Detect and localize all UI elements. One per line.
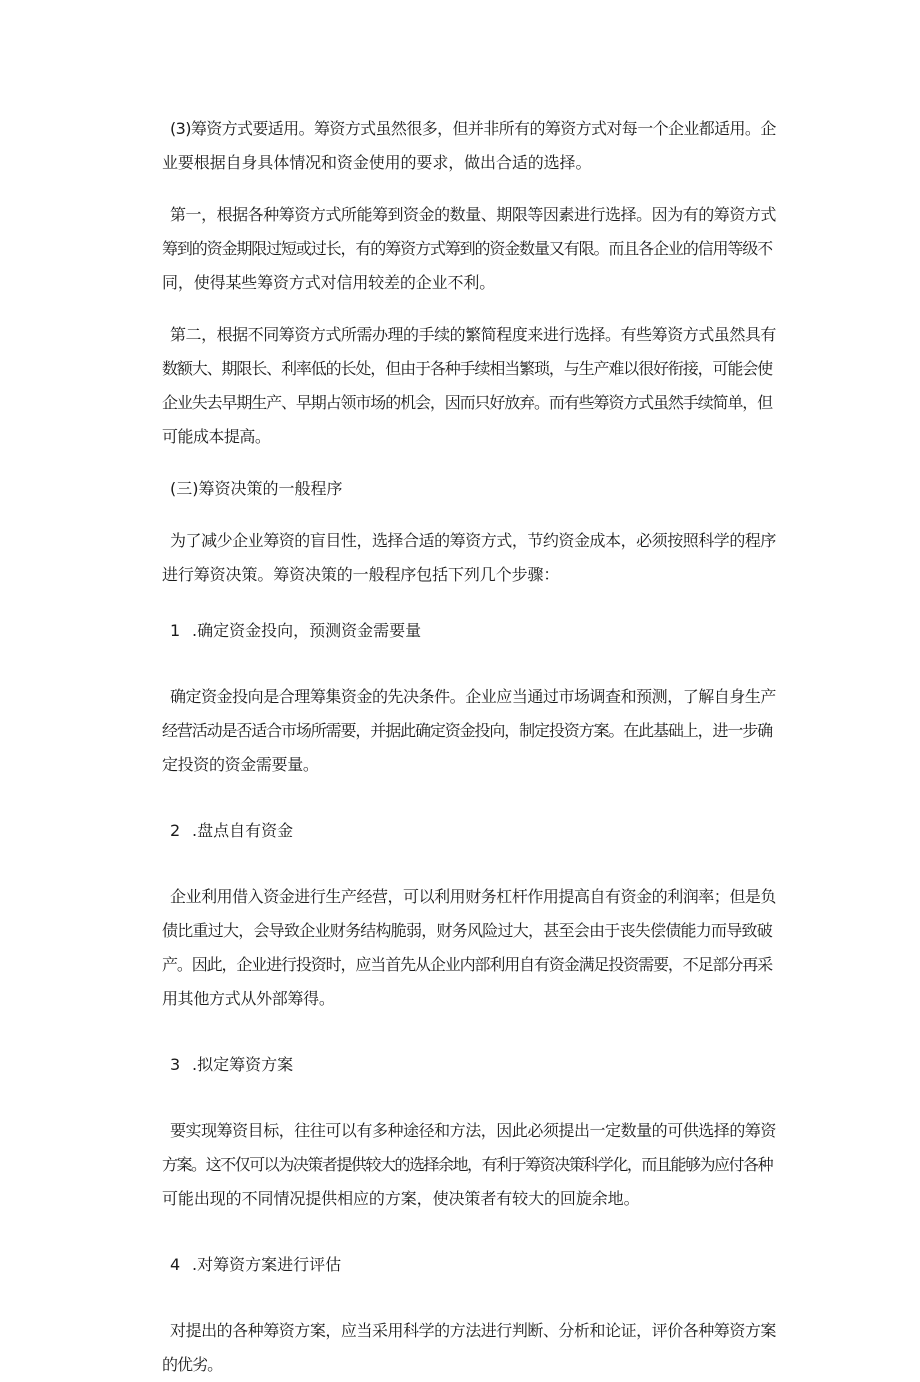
step-body [162, 1314, 778, 1382]
step-number: 2 [170, 821, 181, 840]
text-line: (3)筹资方式要适用。筹资方式虽然很多，但并非所有的筹资方式对每一个企业都适用。企 [170, 119, 776, 138]
text-line: 筹到的资金期限过短或过长，有的筹资方式筹到的资金数量又有限。而且各企业的信用等级不 [162, 239, 773, 258]
text-line: 同，使得某些筹资方式对信用较差的企业不利。 [162, 273, 496, 292]
step-number: 3 [170, 1055, 181, 1074]
step-number: 4 [170, 1255, 181, 1274]
text-line: 可能成本提高。 [162, 427, 271, 446]
text-line: 债比重过大，会导致企业财务结构脆弱，财务风险过大，甚至会由于丧失偿债能力而导致破 [162, 921, 773, 940]
step-title: .确定资金投向，预测资金需要量 [192, 621, 422, 640]
text-line: 企业利用借入资金进行生产经营，可以利用财务杠杆作用提高自有资金的利润率；但是负 [170, 887, 776, 906]
text-line: 第二，根据不同筹资方式所需办理的手续的繁简程度来进行选择。有些筹资方式虽然具有 [170, 325, 776, 344]
text-line: 用其他方式从外部筹得。 [162, 989, 335, 1008]
text-line: 确定资金投向是合理筹集资金的先决条件。企业应当通过市场调查和预测，了解自身生产 [170, 687, 776, 706]
step-title: .盘点自有资金 [192, 821, 294, 840]
document-body [162, 112, 778, 1382]
step-heading [166, 814, 778, 848]
step-body [162, 680, 778, 782]
text-line: 数额大、期限长、利率低的长处，但由于各种手续相当繁琐，与生产难以很好衔接，可能会使 [162, 359, 773, 378]
text-line: 进行筹资决策。筹资决策的一般程序包括下列几个步骤： [162, 565, 560, 584]
step-title: .拟定筹资方案 [192, 1055, 294, 1074]
step-title: .对筹资方案进行评估 [192, 1255, 342, 1274]
text-line: 的优劣。 [162, 1355, 223, 1374]
step-heading [166, 1048, 778, 1082]
paragraph-first-criterion [162, 198, 778, 300]
text-line: 方案。这不仅可以为决策者提供较大的选择余地，有利于筹资决策科学化，而且能够为应付各种 [162, 1155, 773, 1174]
text-line: 经营活动是否适合市场所需要，并据此确定资金投向，制定投资方案。在此基础上，进一步确 [162, 721, 773, 740]
text-line: 业要根据自身具体情况和资金使用的要求，做出合适的选择。 [162, 153, 592, 172]
text-line: 定投资的资金需要量。 [162, 755, 319, 774]
text-line: 第一，根据各种筹资方式所能筹到资金的数量、期限等因素进行选择。因为有的筹资方式 [170, 205, 776, 224]
step-number: 1 [170, 621, 181, 640]
text-line: 为了减少企业筹资的盲目性，选择合适的筹资方式，节约资金成本，必须按照科学的程序 [170, 531, 776, 550]
text-line: 要实现筹资目标，往往可以有多种途径和方法，因此必须提出一定数量的可供选择的筹资 [170, 1121, 776, 1140]
step-heading [166, 1248, 778, 1282]
text-line: 企业失去早期生产、早期占领市场的机会，因而只好放弃。而有些筹资方式虽然手续简单，但 [162, 393, 773, 412]
paragraph-intro [162, 524, 778, 592]
section-heading: (三)筹资决策的一般程序 [170, 479, 343, 498]
step-body [162, 1114, 778, 1216]
text-line: 可能出现的不同情况提供相应的方案，使决策者有较大的回旋余地。 [162, 1189, 640, 1208]
paragraph-financing-method-applicability [162, 112, 778, 180]
text-line: 对提出的各种筹资方案，应当采用科学的方法进行判断、分析和论证，评价各种筹资方案 [170, 1321, 776, 1340]
step-body [162, 880, 778, 1016]
text-line: 产。因此，企业进行投资时，应当首先从企业内部利用自有资金满足投资需要，不足部分再采 [162, 955, 773, 974]
step-heading [166, 614, 778, 648]
paragraph-second-criterion [162, 318, 778, 454]
